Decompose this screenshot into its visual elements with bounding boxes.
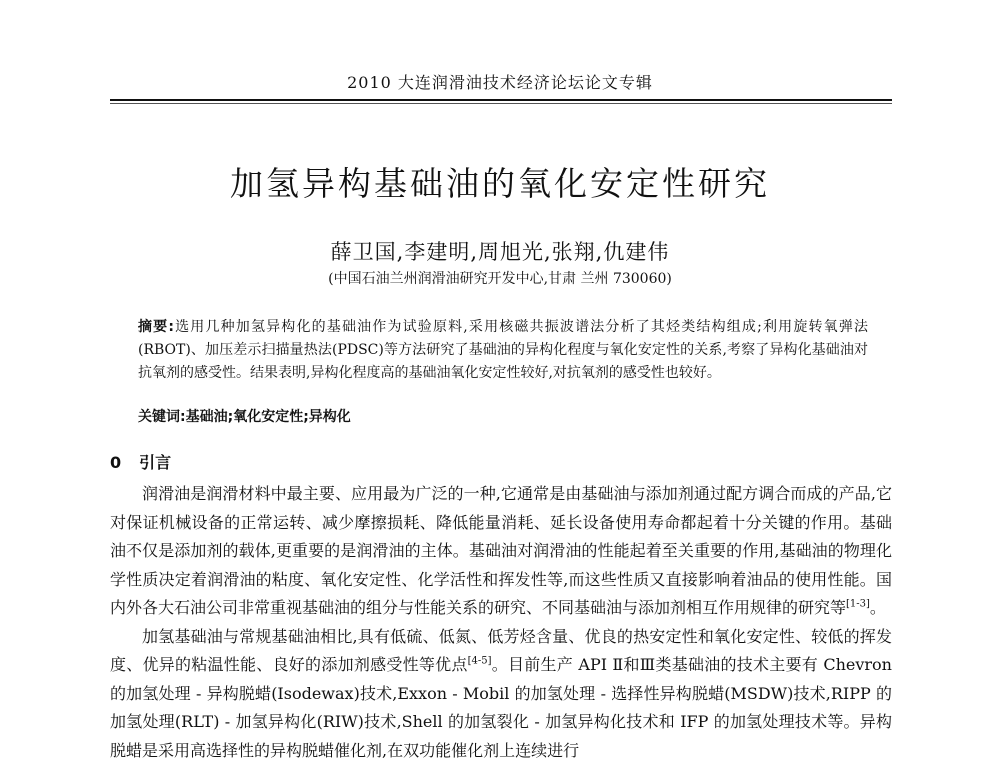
citation-2: [4-5] [467,655,492,667]
paragraph-2 [110,623,892,760]
section-heading [110,450,171,473]
paragraph-1-text: 润滑油是润滑材料中最主要、应用最为广泛的一种,它通常是由基础油与添加剂通过配方调合而成的产品,它对保证机械设备的正常运转、减少摩擦损耗、降低能量消耗、延长设备使用寿命都起着十分关键的作用。基础油不仅是添加剂的载体,更重要的是润滑油的主体。基础油对润滑油的性能起着至关重要的作用,基础油的物理化学性质决定着润滑油的粘度、氧化安定性、化学活性和挥发性等,而这些性质又直接影响着油品的使用性能。国内外各大石油公司非常重视基础油的组分与性能关系的研究、不同基础油与添加剂相互作用规律的研究等 [110,484,892,617]
abstract-text: 选用几种加氢异构化的基础油作为试验原料,采用核磁共振波谱法分析了其烃类结构组成;利用旋转氧弹法(RBOT)、加压差示扫描量热法(PDSC)等方法研究了基础油的异构化程度与氧化安定性的关系,考察了异构化基础油对抗氧剂的感受性。结果表明,异构化程度高的基础油氧化安定性较好,对抗氧剂的感受性也较好。 [138,319,868,381]
keywords [138,406,868,426]
paper-title: 加氢异构基础油的氧化安定性研究 [230,164,770,203]
paper-authors: 薛卫国,李建明,周旭光,张翔,仇建伟 [330,240,670,264]
section-number: 0 [110,453,122,472]
abstract [138,316,868,385]
keywords-text: 基础油;氧化安定性;异构化 [185,409,351,425]
paragraph-1 [110,480,892,623]
running-header: 2010 大连润滑油技术经济论坛论文专辑 [347,73,653,92]
section-title: 引言 [139,453,172,472]
paragraph-1-end: 。 [869,598,886,617]
header-rule-thin [110,103,892,104]
paper-affiliation: (中国石油兰州润滑油研究开发中心,甘肃 兰州 730060) [328,271,672,287]
paragraph-2-text: 加氢基础油与常规基础油相比,具有低硫、低氮、低芳烃含量、优良的热安定性和氧化安定性、较低的挥发度、优异的粘温性能、良好的添加剂感受性等优点 [110,626,892,674]
body-text [110,480,892,760]
abstract-label: 摘要: [138,319,174,335]
paragraph-2-rest: 。目前生产 API Ⅱ和Ⅲ类基础油的技术主要有 Chevron 的加氢处理 - 异构脱蜡(Isodewax)技术,Exxon - Mobil 的加氢处理 - 选择性异构脱蜡(MSDW)技术,RIPP 的加氢处理(RLT) - 加氢异构化(RIW)技术,Shell 的加氢裂化 - 加氢异构化技术和 IFP 的加氢处理技术等。异构脱蜡是采用高选择性的异构脱蜡催化剂,在双功能催化剂上连续进行 [110,655,892,760]
citation-1: [1-3] [846,598,870,610]
keywords-label: 关键词: [138,409,186,425]
header-rule [110,99,892,101]
